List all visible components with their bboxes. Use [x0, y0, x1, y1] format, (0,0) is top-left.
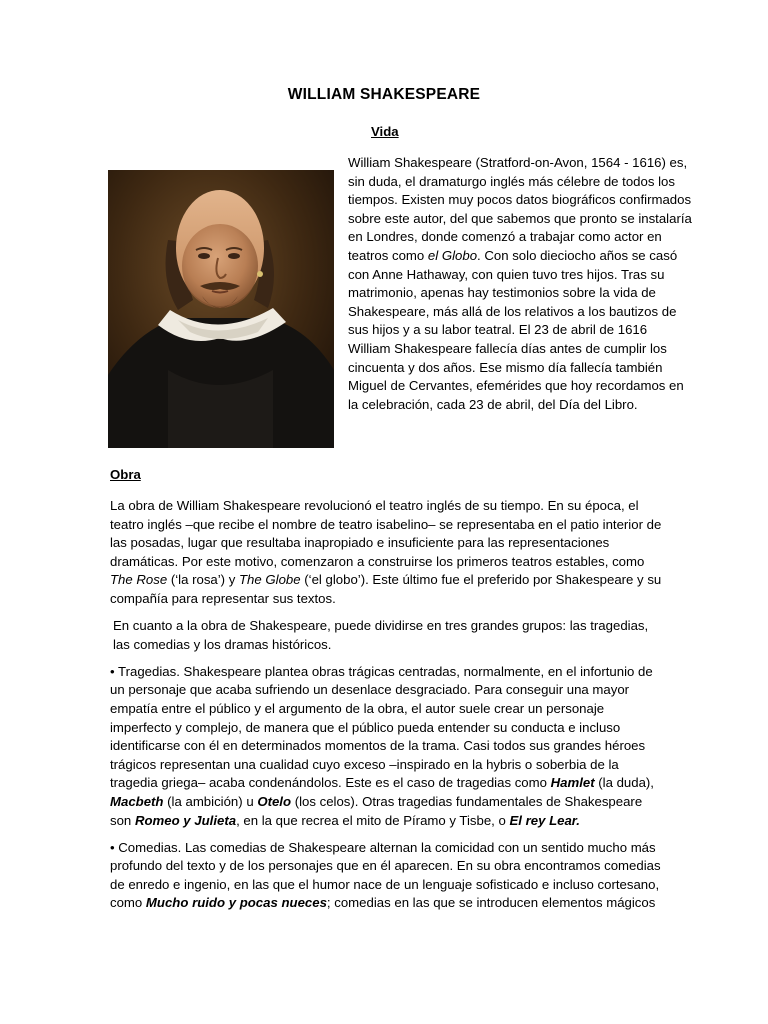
- vida-text-part-1: William Shakespeare (Stratford-on-Avon, 1564 - 1616) es, sin duda, el dramaturgo inglés más célebre de todos los tiempos. Existen muy pocos datos biográficos confirmados sobre este autor, del que sabemos que pronto se instalaría en Londres, donde comenzó a trabajar como actor en teatros como: [348, 155, 692, 263]
- tragedias-romeo-y-julieta: Romeo y Julieta: [134, 812, 237, 828]
- obra-p1-the-rose: The Rose: [110, 572, 168, 588]
- section-heading-obra: Obra: [110, 467, 141, 482]
- vida-text-part-3: . Con solo dieciocho años se casó con Anne Hathaway, con quien tuvo tres hijos. Tras su matrimonio, apenas hay testimonios sobre la vida de Shakespeare, más allá de los relativos a los bautizos de sus hijos y a su labor teatral. El 23 de abril de 1616 William Shakespeare fallecía días antes de cumplir los cincuenta y dos años. Ese mismo día fallecía también Miguel de Cervantes, efemérides que hoy recordamos en la celebración, cada 23 de abril, del Día del Libro.: [348, 247, 684, 412]
- obra-paragraph-2: En cuanto a la obra de Shakespeare, puede dividirse en tres grandes grupos: las tragedias, las comedias y los dramas históricos.: [113, 618, 649, 652]
- obra-p1-the-globe: The Globe: [239, 572, 301, 588]
- tragedias-text-c: (la duda),: [594, 775, 654, 791]
- tragedias-text-g: (los celos). Otras tragedias fundamentales de Shakespeare son: [110, 793, 643, 828]
- obra-body: [110, 497, 665, 921]
- obra-p1-text-c: (‘la rosa’) y: [167, 572, 239, 588]
- obra-p1-text-a: La obra de William Shakespeare revolucionó el teatro inglés de su tiempo. En su época, el teatro inglés –que recibe el nombre de teatro isabelino– se representaba en el patio interior de las posadas, lugar que resultaba inapropiado e insuficiente para las representaciones dramáticas. Por este motivo, comenzaron a construirse los primeros teatros estables, como: [110, 498, 662, 569]
- tragedias-otelo: Otelo: [257, 793, 292, 809]
- shakespeare-portrait-image: [108, 170, 334, 448]
- obra-paragraph-tragedias: [110, 663, 665, 830]
- tragedias-text-i: , en la que recrea el mito de Píramo y Tisbe, o: [236, 812, 510, 828]
- obra-paragraph-1: [110, 497, 665, 609]
- tragedias-hamlet: Hamlet: [550, 775, 595, 791]
- section-heading-vida: Vida: [371, 124, 399, 139]
- obra-paragraph-comedias: [110, 839, 665, 913]
- vida-paragraph: [348, 154, 693, 414]
- comedias-text-a: • Comedias. Las comedias de Shakespeare alternan la comicidad con un sentido mucho más profundo del texto y de los personajes que en él aparecen. En su obra encontramos comedias de enredo e ingenio, en las que el humor nace de un lenguaje sofisticado e incluso cortesano, como: [110, 839, 661, 911]
- tragedias-el-rey-lear: El rey Lear.: [509, 812, 580, 828]
- tragedias-text-a: • Tragedias. Shakespeare plantea obras trágicas centradas, normalmente, en el infortunio de un personaje que acaba sufriendo un desenlace desgraciado. Para conseguir una mayor empatía entre el público y el argumento de la obra, el autor suele crear un personaje imperfecto y complejo, de manera que el público pueda entender su conducta e incluso identificarse con él en determinados momentos de la trama. Casi todos sus grandes héroes trágicos representan una cualidad cuyo exceso –inspirado en la hybris o soberbia de la tragedia griega– acaba condenándolos. Este es el caso de tragedias como: [110, 663, 653, 791]
- vida-text-globe: el Globo: [427, 247, 478, 263]
- tragedias-text-e: (la ambición) u: [163, 793, 258, 809]
- tragedias-macbeth: Macbeth: [110, 793, 164, 809]
- comedias-text-c: ; comedias en las que se introducen elementos mágicos: [326, 895, 656, 911]
- comedias-mucho-ruido: Mucho ruido y pocas nueces: [145, 895, 327, 911]
- document-title: WILLIAM SHAKESPEARE: [287, 86, 481, 103]
- obra-p1-text-e: (‘el globo’). Este último fue el preferido por Shakespeare y su compañía para representar sus textos.: [110, 572, 662, 606]
